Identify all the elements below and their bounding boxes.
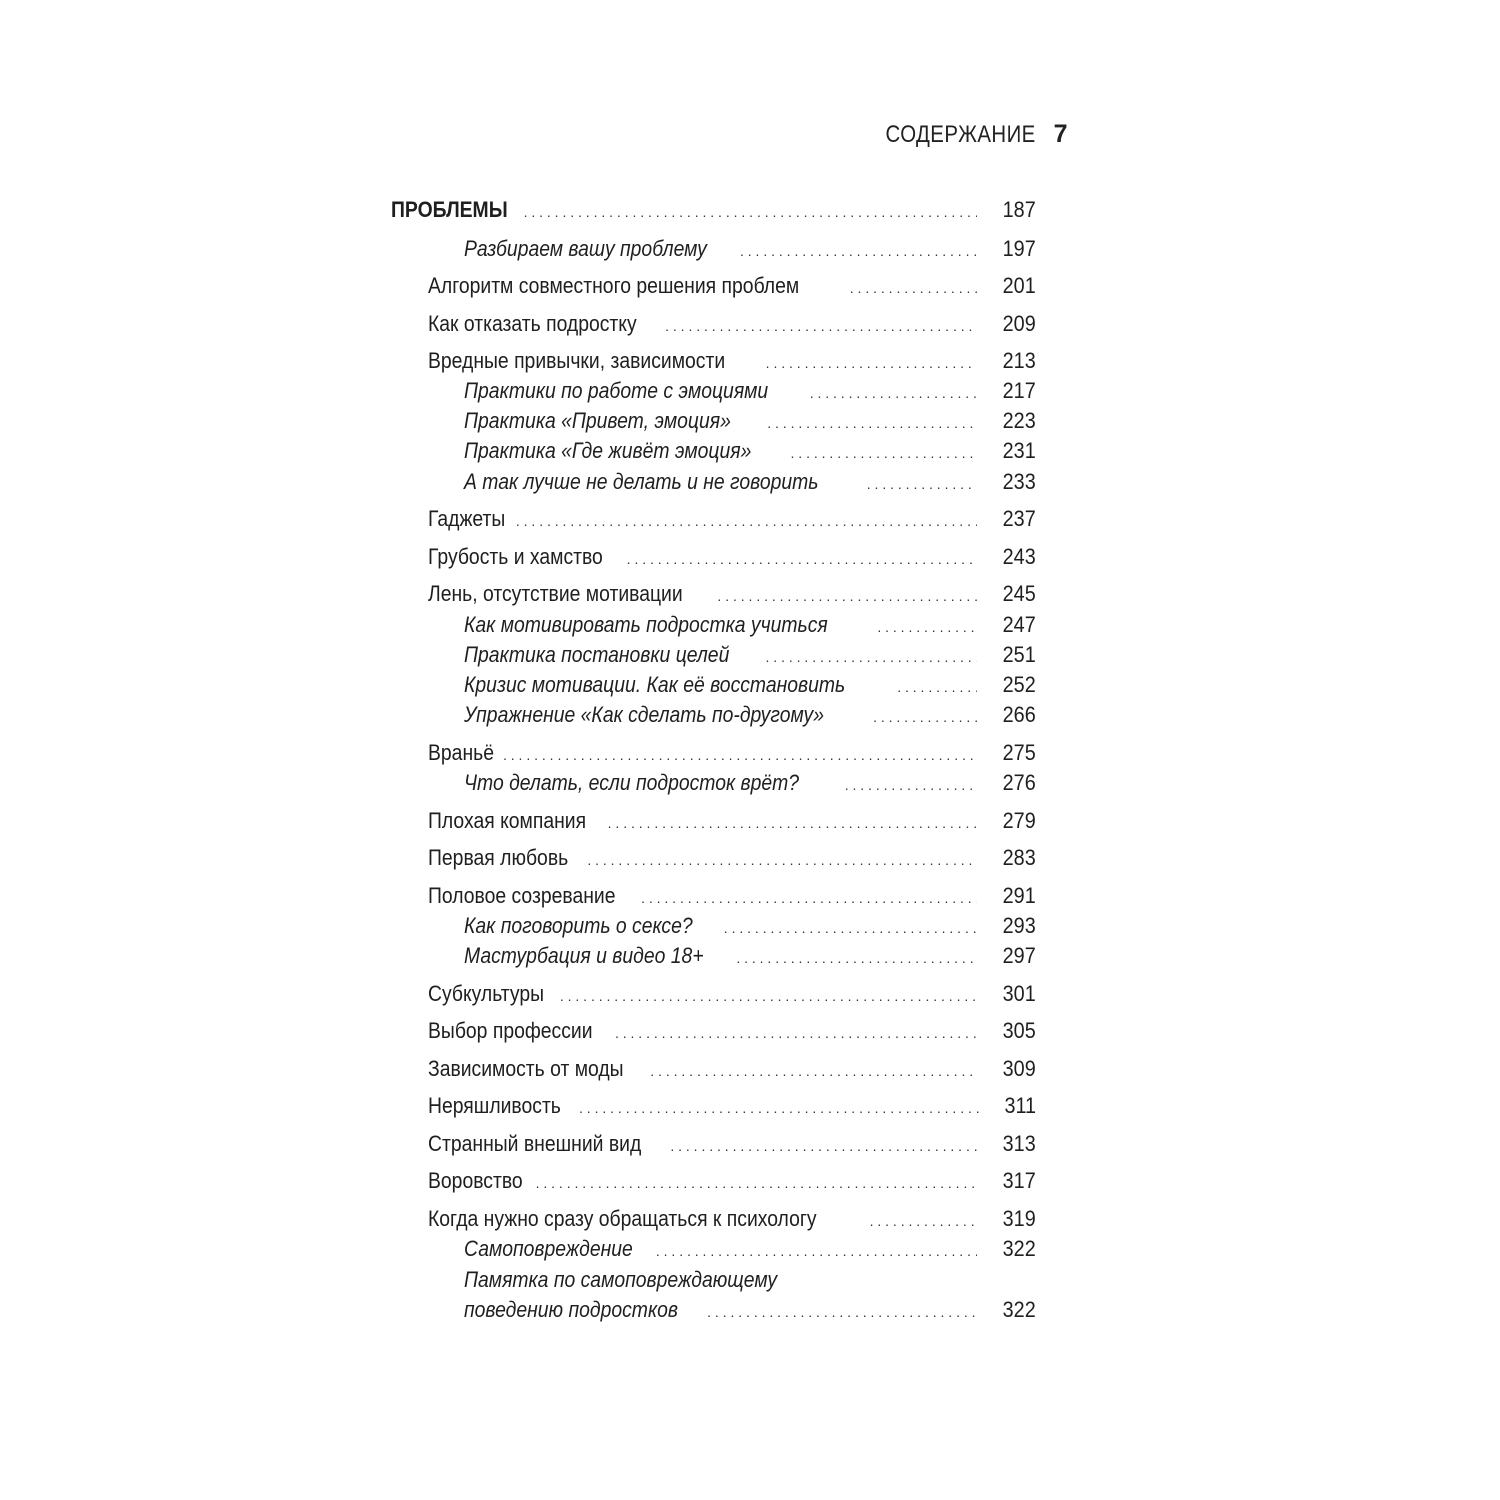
toc-entry-page: 322 bbox=[1002, 1236, 1036, 1261]
toc-entry bbox=[391, 640, 1036, 670]
toc-entry bbox=[391, 700, 1036, 730]
dot-leader bbox=[670, 1131, 977, 1161]
dot-leader bbox=[524, 197, 978, 227]
toc-entry-title: Когда нужно сразу обращаться к психологу bbox=[428, 1206, 817, 1231]
toc-entry-title: Разбираем вашу проблему bbox=[464, 236, 707, 261]
toc-entry-page: 237 bbox=[1002, 506, 1036, 531]
toc-entry-page: 275 bbox=[1002, 740, 1036, 765]
toc-entry-title: Плохая компания bbox=[428, 808, 587, 833]
toc-entry-page: 197 bbox=[1002, 236, 1036, 261]
toc-entry bbox=[391, 911, 1036, 941]
dot-leader bbox=[717, 581, 977, 611]
dot-leader bbox=[810, 378, 978, 408]
toc-entry-page: 276 bbox=[1002, 770, 1036, 795]
toc-entry bbox=[391, 579, 1036, 609]
toc-entry-page: 245 bbox=[1002, 581, 1036, 606]
dot-leader bbox=[587, 845, 977, 875]
toc-entry-title: Как мотивировать подростка учиться bbox=[464, 612, 828, 637]
toc-entry bbox=[391, 271, 1036, 301]
toc-entry-title: Памятка по самоповреждающему bbox=[464, 1267, 778, 1292]
toc-entry bbox=[391, 768, 1036, 798]
dot-leader bbox=[536, 1168, 978, 1198]
dot-leader bbox=[665, 311, 977, 341]
toc-entry-title: Выбор профессии bbox=[428, 1018, 593, 1043]
dot-leader bbox=[791, 438, 978, 468]
toc-entry-title: Самоповреждение bbox=[464, 1236, 633, 1261]
toc-entry-title: Кризис мотивации. Как её восстановить bbox=[464, 672, 846, 697]
toc-entry-title: Гаджеты bbox=[428, 506, 506, 531]
dot-leader bbox=[867, 469, 978, 499]
toc-entry-page: 297 bbox=[1002, 943, 1036, 968]
toc-entry-title: Странный внешний вид bbox=[428, 1131, 642, 1156]
toc-entry bbox=[391, 1016, 1036, 1046]
toc-entry bbox=[391, 376, 1036, 406]
toc-entry-page: 231 bbox=[1002, 438, 1036, 463]
toc-entry-page: 243 bbox=[1002, 544, 1036, 569]
toc-entry bbox=[391, 406, 1036, 436]
toc-entry-page: 233 bbox=[1002, 469, 1036, 494]
toc-entry-page: 309 bbox=[1002, 1056, 1036, 1081]
toc-entry-title: Практика «Где живёт эмоция» bbox=[464, 438, 752, 463]
toc-entry-page: 291 bbox=[1002, 883, 1036, 908]
dot-leader bbox=[707, 1297, 977, 1327]
toc-entry-title: поведению подростков bbox=[464, 1297, 678, 1322]
toc-entry-page: 311 bbox=[1004, 1093, 1036, 1118]
toc-entry bbox=[391, 738, 1036, 768]
toc-entry bbox=[391, 436, 1036, 466]
toc-entry-title: ПРОБЛЕМЫ bbox=[391, 197, 508, 222]
toc-entry bbox=[391, 1166, 1036, 1196]
dot-leader bbox=[877, 612, 977, 642]
toc-entry bbox=[391, 467, 1036, 497]
toc-entry bbox=[391, 881, 1036, 911]
toc-entry-page: 187 bbox=[1002, 197, 1036, 222]
toc-entry bbox=[391, 1054, 1036, 1084]
running-head bbox=[859, 120, 1068, 149]
toc-entry-title: Практики по работе с эмоциями bbox=[464, 378, 769, 403]
toc-entry-title: Субкультуры bbox=[428, 981, 545, 1006]
toc-entry-title: Лень, отсутствие мотивации bbox=[428, 581, 683, 606]
toc-entry bbox=[391, 234, 1036, 264]
toc-entry-page: 209 bbox=[1002, 311, 1036, 336]
dot-leader bbox=[627, 544, 978, 574]
toc-entry-page: 301 bbox=[1002, 981, 1036, 1006]
dot-leader bbox=[641, 883, 977, 913]
dot-leader bbox=[579, 1093, 979, 1123]
toc-entry-title: Вредные привычки, зависимости bbox=[428, 348, 726, 373]
toc-entry-page: 283 bbox=[1002, 845, 1036, 870]
toc-entry-page: 322 bbox=[1002, 1297, 1036, 1322]
dot-leader bbox=[724, 913, 977, 943]
dot-leader bbox=[850, 273, 978, 303]
toc-entry bbox=[391, 309, 1036, 339]
dot-leader bbox=[766, 348, 978, 378]
toc-entry bbox=[391, 670, 1036, 700]
toc-entry-page: 313 bbox=[1002, 1131, 1036, 1156]
toc-entry-page: 217 bbox=[1002, 378, 1036, 403]
toc-entry-page: 251 bbox=[1002, 642, 1036, 667]
toc-entry-title: Как отказать подростку bbox=[428, 311, 637, 336]
running-head-title: СОДЕРЖАНИЕ bbox=[885, 121, 1036, 148]
toc-entry-title: А так лучше не делать и не говорить bbox=[464, 469, 819, 494]
toc-entry-page: 223 bbox=[1002, 408, 1036, 433]
toc-entry bbox=[391, 1295, 1036, 1325]
dot-leader bbox=[845, 770, 978, 800]
toc-entry-title: Неряшливость bbox=[428, 1093, 561, 1118]
toc-entry-title: Зависимость от моды bbox=[428, 1056, 624, 1081]
toc-entry bbox=[391, 542, 1036, 572]
toc-entry-title: Воровство bbox=[428, 1168, 523, 1193]
toc-entry bbox=[391, 843, 1036, 873]
toc-entry-page: 252 bbox=[1002, 672, 1036, 697]
toc-entry bbox=[391, 346, 1036, 376]
toc-entry-title: Алгоритм совместного решения проблем bbox=[428, 273, 800, 298]
toc-entry bbox=[391, 1129, 1036, 1159]
dot-leader bbox=[897, 672, 977, 702]
toc-entry-title: Враньё bbox=[428, 740, 494, 765]
dot-leader bbox=[656, 1236, 977, 1266]
toc-entry-title: Как поговорить о сексе? bbox=[464, 913, 693, 938]
toc-entry-title: Упражнение «Как сделать по-другому» bbox=[464, 702, 824, 727]
toc-entry-title: Первая любовь bbox=[428, 845, 569, 870]
toc-entry bbox=[391, 941, 1036, 971]
toc-entry-page: 293 bbox=[1002, 913, 1036, 938]
toc-entry-page: 317 bbox=[1002, 1168, 1036, 1193]
toc-entry-page: 279 bbox=[1002, 808, 1036, 833]
toc-entry-page: 305 bbox=[1002, 1018, 1036, 1043]
dot-leader bbox=[650, 1056, 977, 1086]
dot-leader bbox=[615, 1018, 977, 1048]
toc-entry-page: 266 bbox=[1002, 702, 1036, 727]
dot-leader bbox=[740, 236, 977, 266]
toc-entry bbox=[391, 610, 1036, 640]
dot-leader bbox=[736, 943, 977, 973]
toc-entry bbox=[391, 504, 1036, 534]
toc-entry bbox=[391, 1204, 1036, 1234]
toc-entry-title: Практика «Привет, эмоция» bbox=[464, 408, 731, 433]
toc-entry-page: 201 bbox=[1002, 273, 1036, 298]
toc-entry bbox=[391, 195, 1036, 225]
toc-entry-page: 213 bbox=[1002, 348, 1036, 373]
toc-entry bbox=[391, 806, 1036, 836]
toc-entry-title: Что делать, если подросток врёт? bbox=[464, 770, 800, 795]
toc-entry-title: Грубость и хамство bbox=[428, 544, 603, 569]
dot-leader bbox=[873, 702, 977, 732]
dot-leader bbox=[503, 740, 977, 770]
toc-entry-page: 319 bbox=[1002, 1206, 1036, 1231]
toc-entry bbox=[391, 1234, 1036, 1264]
dot-leader bbox=[516, 506, 977, 536]
dot-leader bbox=[608, 808, 978, 838]
toc-entry-title: Половое созревание bbox=[428, 883, 616, 908]
toc-entry bbox=[391, 979, 1036, 1009]
toc-entry-page: 247 bbox=[1002, 612, 1036, 637]
dot-leader bbox=[767, 408, 977, 438]
running-head-page-number: 7 bbox=[1053, 120, 1068, 148]
toc-entry-title: Практика постановки целей bbox=[464, 642, 730, 667]
dot-leader bbox=[560, 981, 977, 1011]
dot-leader bbox=[870, 1206, 978, 1236]
toc-entry bbox=[391, 1091, 1036, 1121]
dot-leader bbox=[766, 642, 978, 672]
toc-entry bbox=[391, 1265, 1036, 1295]
toc-entry-title: Мастурбация и видео 18+ bbox=[464, 943, 704, 968]
